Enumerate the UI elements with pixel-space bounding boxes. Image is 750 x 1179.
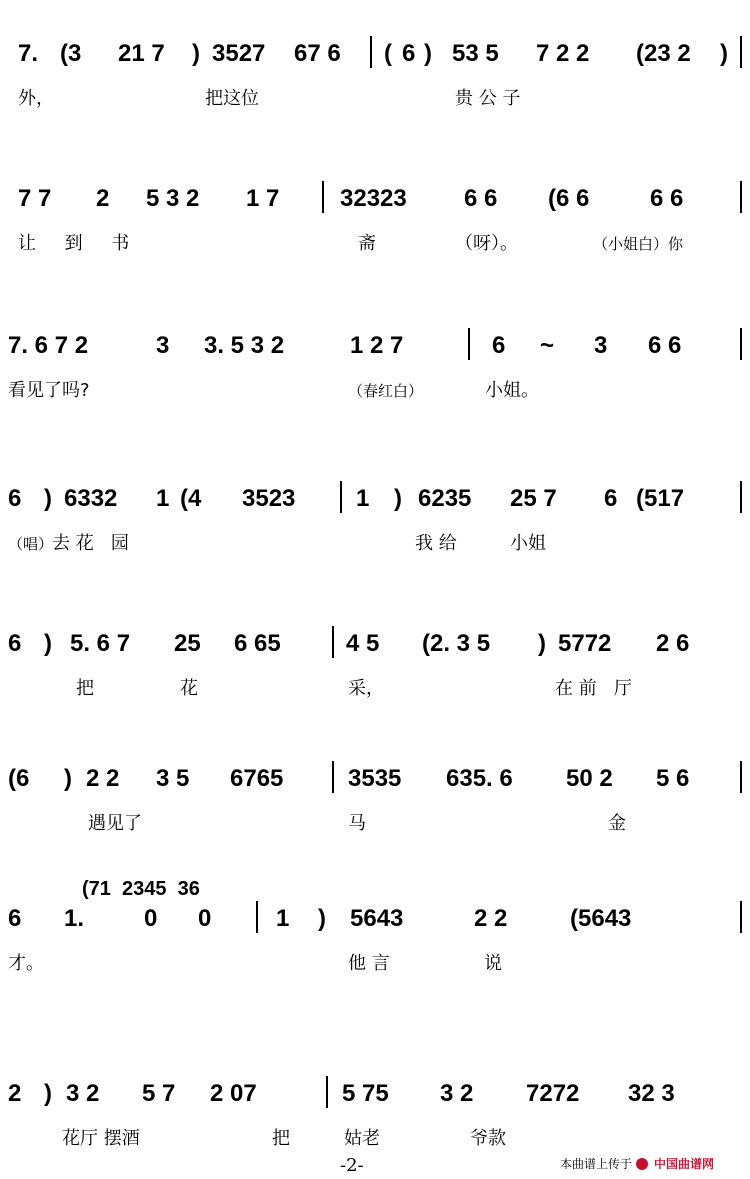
note-group: 635. 6: [446, 765, 513, 792]
lyric: 爷款: [470, 1128, 506, 1149]
lyric: 小姐。: [485, 380, 539, 401]
note-group: 3 2: [440, 1080, 474, 1107]
note-group: 0: [144, 905, 158, 932]
note-group: 32 3: [628, 1080, 675, 1107]
upload-credit: [560, 1155, 714, 1172]
note-group: 6765: [230, 765, 284, 792]
lyric: 采，: [348, 678, 384, 699]
note-group: (5643: [570, 905, 632, 932]
bar-line: [740, 761, 742, 793]
lyric: 看见了吗?: [8, 380, 90, 401]
bar-line: [340, 481, 342, 513]
note-group: (: [384, 40, 392, 67]
note-group: 1.: [64, 905, 85, 932]
note-group: 7272: [526, 1080, 580, 1107]
note-group: 6 65: [234, 630, 281, 657]
note-group: 6235: [418, 485, 472, 512]
lyric: 去 花 园: [52, 533, 129, 554]
note-group: 3535: [348, 765, 402, 792]
note-group: 6: [8, 905, 22, 932]
note-group: 2 6: [656, 630, 690, 657]
note-group: ): [64, 765, 72, 792]
lyric: 外，: [18, 88, 54, 109]
note-group: 7 7: [18, 185, 52, 212]
note-group: 5 6: [656, 765, 690, 792]
note-group: 25 7: [510, 485, 557, 512]
bar-line: [468, 328, 470, 360]
note-group: 6: [492, 332, 506, 359]
note-group: 2: [96, 185, 110, 212]
lyric: 遇见了: [88, 813, 142, 834]
note-group: 5 3 2: [146, 185, 200, 212]
lyric: 金: [608, 813, 626, 834]
lyric: 把: [76, 678, 94, 699]
note-group: 1: [156, 485, 170, 512]
note-group: 3. 5 3 2: [204, 332, 285, 359]
score-system: [0, 312, 750, 422]
note-group: 3: [594, 332, 608, 359]
bar-line: [256, 901, 258, 933]
note-group: 3527: [212, 40, 266, 67]
credit-text: 本曲谱上传于: [560, 1157, 633, 1171]
note-group: 7 2 2: [536, 40, 590, 67]
lyric: 斋: [358, 233, 376, 254]
bar-line: [332, 626, 334, 658]
note-group: 6 6: [464, 185, 498, 212]
note-group: 2 07: [210, 1080, 257, 1107]
bar-line: [326, 1076, 328, 1108]
site-name: 中国曲谱网: [654, 1157, 715, 1171]
lyric: 在 前 厅: [555, 678, 632, 699]
bar-line: [740, 328, 742, 360]
note-group: 5643: [350, 905, 404, 932]
note-group: 6 6: [650, 185, 684, 212]
note-group: 5 75: [342, 1080, 389, 1107]
upper-voice-notes: (71 2345 36: [82, 878, 200, 900]
bar-line: [370, 36, 372, 68]
note-group: ): [44, 485, 52, 512]
bar-line: [740, 181, 742, 213]
note-group: (517: [636, 485, 685, 512]
note-group: (23 2: [636, 40, 691, 67]
lyric: 花厅 摆酒: [62, 1128, 140, 1149]
note-group: (4: [180, 485, 202, 512]
note-group: 7.: [18, 40, 39, 67]
note-group: 3: [156, 332, 170, 359]
bar-line: [740, 901, 742, 933]
note-group: 25: [174, 630, 201, 657]
lyric: 花: [180, 678, 198, 699]
note-group: 3523: [242, 485, 296, 512]
lyric: 贵 公 子: [455, 88, 521, 109]
note-group: 32323: [340, 185, 407, 212]
note-group: 5772: [558, 630, 612, 657]
note-group: (3: [60, 40, 82, 67]
note-group: ): [192, 40, 200, 67]
note-group: 2 2: [86, 765, 120, 792]
note-group: 3 5: [156, 765, 190, 792]
score-system: [0, 465, 750, 575]
bar-line: [740, 36, 742, 68]
note-group: 1: [356, 485, 370, 512]
spoken-cue: （唱）: [8, 535, 54, 553]
note-group: 6: [8, 485, 22, 512]
lyric: 让 到 书: [18, 233, 130, 254]
note-group: ): [720, 40, 728, 67]
note-group: 6: [8, 630, 22, 657]
lyric: 才。: [8, 953, 44, 974]
note-group: 5 7: [142, 1080, 176, 1107]
note-group: 53 5: [452, 40, 499, 67]
note-group: ): [424, 40, 432, 67]
lyric: 小姐: [510, 533, 546, 554]
note-group: (2. 3 5: [422, 630, 491, 657]
lyric: 我 给: [415, 533, 457, 554]
bar-line: [322, 181, 324, 213]
lyric: 把这位: [205, 88, 259, 109]
note-group: 6 6: [648, 332, 682, 359]
note-group: 6332: [64, 485, 118, 512]
spoken-cue: （小姐白）你: [593, 235, 684, 253]
score-system: [0, 165, 750, 275]
note-group: 1 2 7: [350, 332, 404, 359]
note-group: ): [394, 485, 402, 512]
score-system: [0, 745, 750, 855]
note-group: 21 7: [118, 40, 165, 67]
bar-line: [740, 481, 742, 513]
note-group: 6: [402, 40, 416, 67]
score-system: [0, 1060, 750, 1170]
note-group: 2 2: [474, 905, 508, 932]
note-group: 4 5: [346, 630, 380, 657]
site-logo-icon: [636, 1158, 648, 1170]
note-group: ): [44, 630, 52, 657]
score-system: [0, 610, 750, 720]
score-system: [0, 20, 750, 130]
lyric: 姑老: [344, 1128, 380, 1149]
lyric: 把: [272, 1128, 290, 1149]
note-group: 3 2: [66, 1080, 100, 1107]
lyric: （呀）。: [455, 233, 518, 254]
note-group: ): [318, 905, 326, 932]
note-group: (6: [8, 765, 30, 792]
spoken-cue: （春红白）: [348, 382, 424, 400]
note-group: 7. 6 7 2: [8, 332, 89, 359]
lyric: 马: [348, 813, 366, 834]
bar-line: [332, 761, 334, 793]
note-group: 67 6: [294, 40, 341, 67]
note-group: 6: [604, 485, 618, 512]
note-group: 0: [198, 905, 212, 932]
note-group: 5. 6 7: [70, 630, 131, 657]
note-group: 2: [8, 1080, 22, 1107]
note-group: ): [538, 630, 546, 657]
lyric: 他 言: [348, 953, 390, 974]
lyric: 说: [484, 953, 502, 974]
note-group: (6 6: [548, 185, 590, 212]
score-system: [0, 878, 750, 995]
note-group: 1: [276, 905, 290, 932]
note-group: 1 7: [246, 185, 280, 212]
page-number: -2-: [340, 1155, 364, 1176]
note-group: 50 2: [566, 765, 613, 792]
note-group: ): [44, 1080, 52, 1107]
note-group: ~: [540, 332, 555, 359]
